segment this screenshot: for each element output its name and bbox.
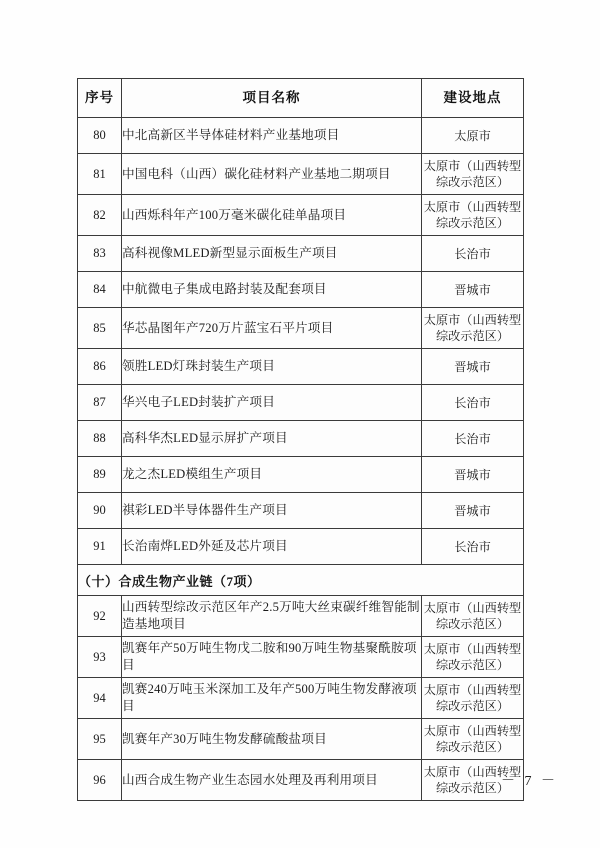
cell-construction-location: 太原市（山西转型综改示范区） [422, 308, 524, 349]
cell-sequence-number: 92 [78, 596, 122, 637]
cell-construction-location: 晋城市 [422, 457, 524, 493]
table-row [78, 457, 524, 493]
table-row [78, 272, 524, 308]
cell-construction-location: 长治市 [422, 421, 524, 457]
cell-sequence-number: 88 [78, 421, 122, 457]
table-row [78, 236, 524, 272]
table-row [78, 421, 524, 457]
cell-project-name: 华兴电子LED封装扩产项目 [122, 385, 422, 421]
section-heading: （十）合成生物产业链（7项） [78, 565, 524, 596]
cell-construction-location: 长治市 [422, 236, 524, 272]
cell-construction-location: 晋城市 [422, 349, 524, 385]
cell-sequence-number: 95 [78, 719, 122, 760]
cell-construction-location: 晋城市 [422, 272, 524, 308]
cell-project-name: 祺彩LED半导体器件生产项目 [122, 493, 422, 529]
table-row [78, 154, 524, 195]
cell-project-name: 凯赛240万吨玉米深加工及年产500万吨生物发酵液项目 [122, 678, 422, 719]
cell-project-name: 山西烁科年产100万毫米碳化硅单晶项目 [122, 195, 422, 236]
cell-sequence-number: 86 [78, 349, 122, 385]
cell-construction-location: 太原市（山西转型综改示范区） [422, 760, 524, 801]
cell-sequence-number: 90 [78, 493, 122, 529]
cell-construction-location: 太原市（山西转型综改示范区） [422, 637, 524, 678]
cell-project-name: 山西转型综改示范区年产2.5万吨大丝束碳纤维智能制造基地项目 [122, 596, 422, 637]
cell-sequence-number: 89 [78, 457, 122, 493]
cell-project-name: 中北高新区半导体硅材料产业基地项目 [122, 118, 422, 154]
cell-construction-location: 太原市（山西转型综改示范区） [422, 596, 524, 637]
table-row [78, 493, 524, 529]
cell-construction-location: 晋城市 [422, 493, 524, 529]
cell-project-name: 华芯晶图年产720万片蓝宝石平片项目 [122, 308, 422, 349]
table-body [78, 118, 524, 801]
cell-project-name: 中国电科（山西）碳化硅材料产业基地二期项目 [122, 154, 422, 195]
table-section-row [78, 565, 524, 596]
cell-sequence-number: 83 [78, 236, 122, 272]
cell-sequence-number: 80 [78, 118, 122, 154]
cell-project-name: 高科视像MLED新型显示面板生产项目 [122, 236, 422, 272]
cell-project-name: 龙之杰LED模组生产项目 [122, 457, 422, 493]
table-row [78, 678, 524, 719]
table-row [78, 349, 524, 385]
table-row [78, 760, 524, 801]
table-header-row [78, 79, 524, 118]
cell-construction-location: 太原市（山西转型综改示范区） [422, 154, 524, 195]
cell-construction-location: 太原市（山西转型综改示范区） [422, 719, 524, 760]
cell-sequence-number: 85 [78, 308, 122, 349]
cell-project-name: 长治南烨LED外延及芯片项目 [122, 529, 422, 565]
cell-construction-location: 太原市（山西转型综改示范区） [422, 678, 524, 719]
table-row [78, 385, 524, 421]
table-row [78, 719, 524, 760]
cell-construction-location: 太原市（山西转型综改示范区） [422, 195, 524, 236]
cell-project-name: 山西合成生物产业生态园水处理及再利用项目 [122, 760, 422, 801]
table-row [78, 529, 524, 565]
cell-construction-location: 长治市 [422, 385, 524, 421]
cell-sequence-number: 94 [78, 678, 122, 719]
cell-project-name: 领胜LED灯珠封装生产项目 [122, 349, 422, 385]
table-row [78, 118, 524, 154]
cell-project-name: 凯赛年产30万吨生物发酵硫酸盐项目 [122, 719, 422, 760]
cell-construction-location: 太原市 [422, 118, 524, 154]
cell-project-name: 凯赛年产50万吨生物戊二胺和90万吨生物基聚酰胺项目 [122, 637, 422, 678]
project-table-container [77, 78, 523, 801]
cell-sequence-number: 87 [78, 385, 122, 421]
cell-sequence-number: 84 [78, 272, 122, 308]
page-number: － 7 － [501, 774, 558, 789]
cell-project-name: 中航微电子集成电路封装及配套项目 [122, 272, 422, 308]
table-row [78, 637, 524, 678]
column-header-name: 项目名称 [122, 79, 422, 118]
cell-sequence-number: 93 [78, 637, 122, 678]
table-row [78, 308, 524, 349]
column-header-no: 序号 [78, 79, 122, 118]
column-header-place: 建设地点 [422, 79, 524, 118]
project-list-table [77, 78, 524, 801]
cell-sequence-number: 96 [78, 760, 122, 801]
table-row [78, 195, 524, 236]
cell-sequence-number: 91 [78, 529, 122, 565]
cell-project-name: 高科华杰LED显示屏扩产项目 [122, 421, 422, 457]
table-row [78, 596, 524, 637]
cell-sequence-number: 81 [78, 154, 122, 195]
cell-construction-location: 长治市 [422, 529, 524, 565]
cell-sequence-number: 82 [78, 195, 122, 236]
